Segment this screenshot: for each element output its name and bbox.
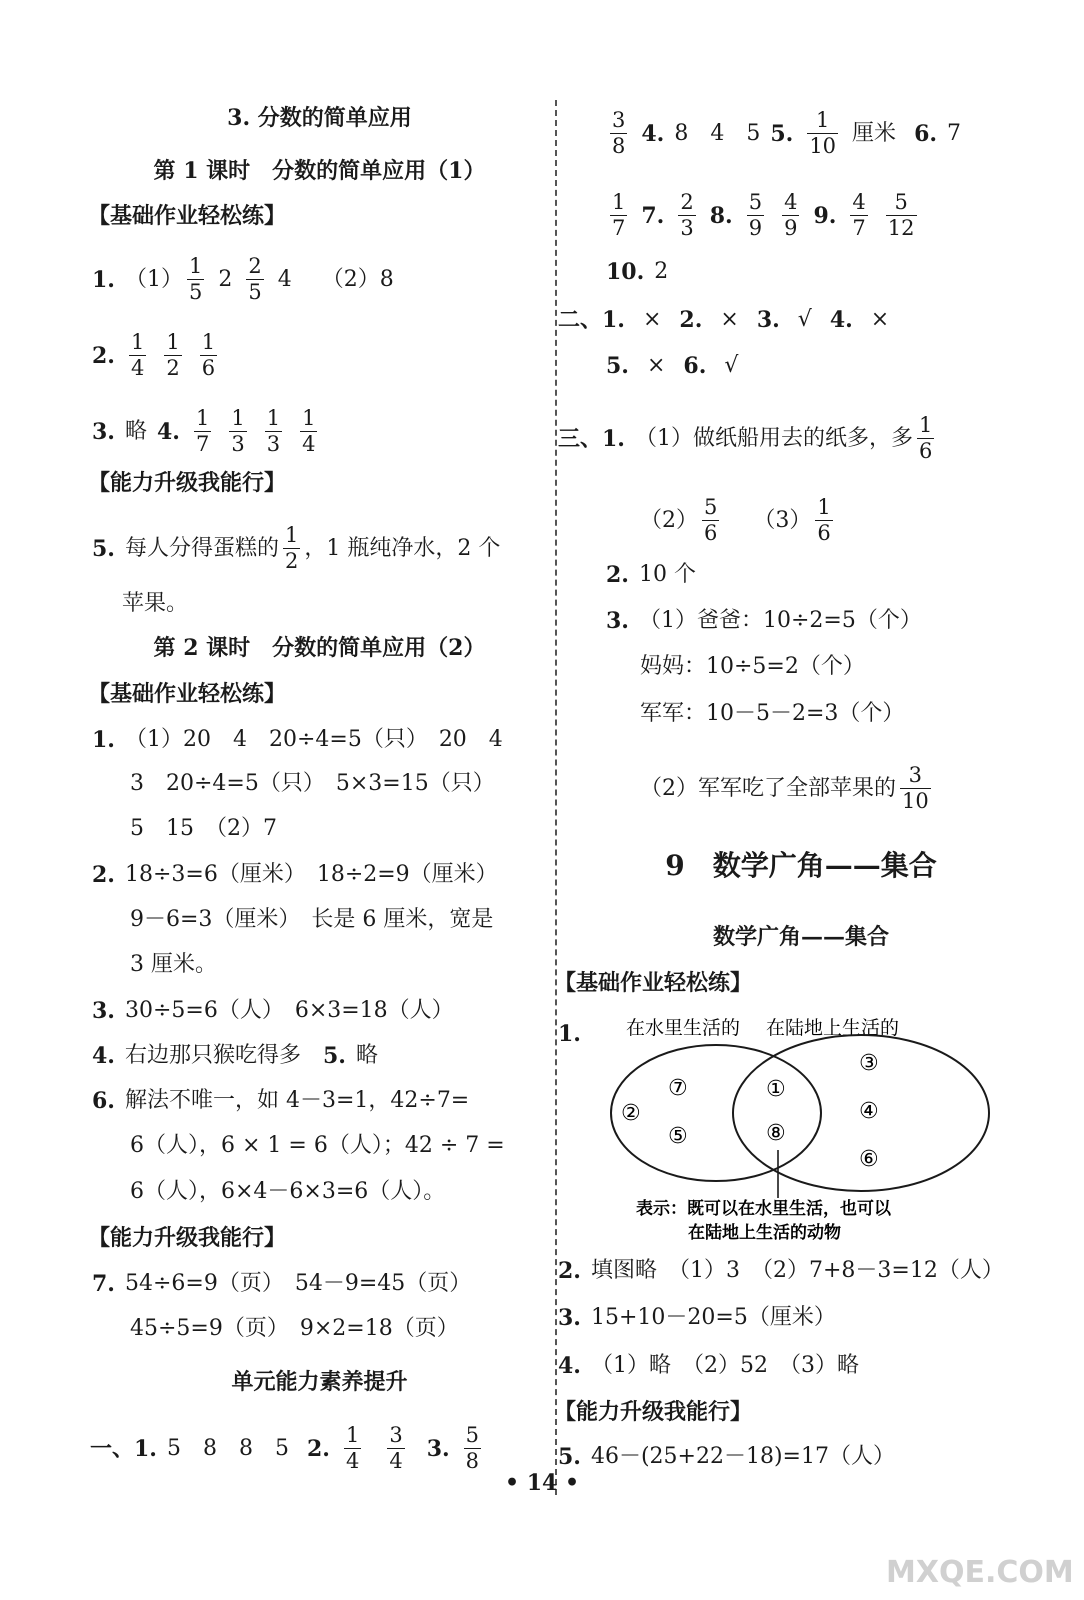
fraction: $\frac{1}{10}$ (809, 108, 837, 158)
fraction: $\frac{1}{3}$ (266, 406, 281, 456)
answer-text: 2 (218, 266, 233, 292)
answer-text: 46－(25+22－18)=17（人） (590, 1444, 895, 1469)
l2-question-6-line3: 6（人），6×4－6×3=6（人）。 (130, 1179, 446, 1204)
venn-question-label (558, 1018, 581, 1050)
q-label: 5. (770, 120, 794, 147)
answer-text: 7 (947, 120, 962, 146)
answer-text: 略 (355, 1043, 378, 1068)
answer-text: × (720, 307, 739, 332)
basic-practice-heading-r: 【基础作业轻松练】 (554, 970, 753, 996)
venn-item: ① (766, 1077, 786, 1102)
answer-text: 4 (277, 266, 292, 292)
fraction: $\frac{1}{3}$ (231, 406, 245, 456)
r-question-10 (606, 256, 668, 288)
r-question-5 (558, 1441, 895, 1473)
q-label: 8. (709, 202, 733, 229)
q-label: 6. (914, 120, 938, 147)
answer-text: （3） (753, 507, 812, 533)
fraction: $\frac{2}{5}$ (248, 254, 262, 304)
l1-question-3 (92, 408, 321, 455)
sub-title: 数学广角——集合 (712, 924, 889, 950)
q-label: 6. (683, 353, 707, 379)
r-question-4 (558, 1350, 859, 1382)
venn-item: ⑥ (859, 1147, 879, 1172)
r-part-three-q2 (606, 559, 696, 591)
answer-text: × (870, 307, 890, 332)
r-part-two-row1 (558, 304, 889, 336)
basic-practice-heading: 【基础作业轻松练】 (88, 203, 287, 229)
l2-question-2-line3: 3 厘米。 (130, 952, 217, 977)
l2-question-6-line1 (92, 1085, 469, 1117)
answer-text: 略 (124, 418, 147, 444)
q-label: 2. (679, 307, 703, 333)
answer-text: （1）20 4 20÷4=5（只） 20 4 (124, 727, 503, 752)
fraction: $\frac{1}{6}$ (817, 495, 831, 545)
answer-text: √ (724, 353, 739, 378)
chapter-title: 9 数学广角——集合 (665, 849, 937, 882)
ability-heading-r: 【能力升级我能行】 (554, 1399, 753, 1425)
answer-text: 30÷5=6（人） 6×3=18（人） (124, 998, 454, 1023)
q-label: 1. (92, 266, 115, 293)
q-label: 3. (606, 608, 629, 634)
l1-question-5 (92, 525, 500, 572)
venn-item: ⑧ (766, 1121, 786, 1146)
fraction: $\frac{3}{10}$ (902, 763, 929, 813)
fraction: $\frac{1}{5}$ (188, 254, 203, 304)
q-label: 5. (606, 353, 629, 379)
venn-item: ④ (859, 1099, 879, 1124)
venn-right-title: 在陆地上生活的 (766, 1017, 900, 1039)
q-label: 2. (606, 562, 629, 588)
q-label: 7. (92, 1271, 115, 1297)
watermark-logo (876, 1512, 1076, 1592)
q-label: 2. (92, 342, 115, 369)
q-label: 3. (426, 1435, 450, 1462)
q-label: 4. (641, 120, 665, 147)
q-label: 三、1. (558, 425, 625, 452)
answer-text: （1）爸爸：10÷2=5（个） (638, 608, 922, 633)
fraction: $\frac{1}{7}$ (612, 190, 626, 240)
fraction: $\frac{3}{4}$ (389, 1423, 403, 1473)
answer-text: ，1 瓶纯净水，2 个 (304, 535, 501, 561)
fraction: $\frac{1}{4}$ (130, 330, 145, 380)
fraction: $\frac{5}{6}$ (704, 495, 718, 545)
q-label: 一、1. (90, 1435, 157, 1462)
answer-text: 54÷6=9（页） 54－9=45（页） (124, 1271, 472, 1296)
page-number: • 14 • (504, 1470, 580, 1496)
q-label: 5. (322, 1043, 346, 1069)
q-label: 1. (558, 1021, 581, 1047)
q-label: 3. (92, 998, 115, 1024)
answer-text: 2 (654, 259, 669, 284)
q-label: 2. (558, 1258, 581, 1284)
answer-text: （2）8 (321, 266, 394, 292)
answer-text: （2） (640, 507, 698, 533)
fraction: $\frac{4}{7}$ (852, 190, 866, 240)
fraction: $\frac{1}{6}$ (201, 330, 216, 380)
l1-question-5-cont: 苹果。 (122, 591, 189, 616)
fraction: $\frac{1}{2}$ (284, 523, 299, 573)
ability-heading: 【能力升级我能行】 (88, 470, 287, 496)
r-answer-row-2 (606, 192, 921, 239)
r-part-three-q3-line2: 妈妈：10÷5=2（个） (640, 654, 865, 679)
q-label: 2. (306, 1435, 330, 1462)
q-label: 二、1. (558, 307, 625, 333)
q-label: 4. (829, 307, 853, 333)
fraction: $\frac{1}{7}$ (195, 406, 210, 456)
q-label: 9. (813, 202, 837, 229)
q-label: 5. (558, 1444, 581, 1470)
q-label: 4. (156, 418, 180, 445)
lesson-1-title: 第 1 课时 分数的简单应用（1） (153, 158, 486, 184)
answer-text: 每人分得蛋糕的 (124, 535, 279, 561)
ability-heading-2: 【能力升级我能行】 (88, 1225, 287, 1251)
r-part-two-row2 (606, 350, 738, 382)
l2-question-7-line1 (92, 1268, 471, 1300)
r-question-2 (558, 1255, 1004, 1287)
answer-text: × (646, 353, 666, 378)
q-label: 3. (558, 1305, 581, 1331)
column-divider (555, 100, 557, 1495)
r-question-3 (558, 1302, 836, 1334)
venn-note-line2: 在陆地上生活的动物 (688, 1223, 841, 1243)
l2-question-2-line2: 9－6=3（厘米） 长是 6 厘米，宽是 (130, 907, 494, 932)
basic-practice-heading-2: 【基础作业轻松练】 (88, 681, 287, 707)
fraction: $\frac{1}{4}$ (302, 406, 316, 456)
q-label: 7. (641, 202, 665, 229)
venn-item: ⑦ (668, 1076, 688, 1101)
q-label: 10. (606, 259, 645, 285)
fraction: $\frac{1}{4}$ (345, 1423, 360, 1473)
q-label: 3. (756, 307, 780, 333)
q-label: 6. (92, 1088, 115, 1114)
r-part-three-q3-line4 (640, 765, 935, 812)
q-label: 3. (92, 418, 115, 445)
answer-text: 解法不唯一，如 4－3=1，42÷7= (124, 1088, 470, 1113)
answer-text: （2）军军吃了全部苹果的 (640, 775, 896, 801)
fraction: $\frac{4}{9}$ (784, 190, 798, 240)
fraction: $\frac{2}{3}$ (680, 190, 694, 240)
r-part-three-q1-sub (640, 497, 837, 544)
fraction: $\frac{1}{2}$ (166, 330, 180, 380)
fraction: $\frac{5}{12}$ (887, 190, 915, 240)
fraction: $\frac{5}{8}$ (465, 1423, 480, 1473)
venn-item: ② (621, 1101, 641, 1126)
unit-question-1 (90, 1425, 485, 1472)
fraction: $\frac{1}{6}$ (918, 413, 933, 463)
answer-text: （1） (124, 266, 183, 292)
q-label: 1. (92, 727, 115, 753)
venn-note-line1: 表示：既可以在水里生活，也可以 (636, 1199, 891, 1219)
r-part-three-q3-line3: 军军：10－5－2=3（个） (640, 701, 905, 726)
q-label: 4. (92, 1043, 115, 1069)
watermark-text: MXQE.COM (886, 1555, 1074, 1590)
answer-text: 18÷3=6（厘米） 18÷2=9（厘米） (124, 862, 498, 887)
l2-question-1-line2: 3 20÷4=5（只） 5×3=15（只） (130, 771, 495, 796)
venn-item: ⑤ (668, 1124, 688, 1149)
q-label: 4. (558, 1353, 581, 1379)
answer-text: 10 个 (638, 562, 696, 587)
venn-left-circle (611, 1045, 821, 1181)
answer-text: 填图略 （1）3 （2）7+8－3=12（人） (590, 1258, 1004, 1283)
fraction: $\frac{3}{8}$ (612, 108, 626, 158)
answer-text: 厘米 (852, 120, 897, 146)
l2-question-1-line3: 5 15 （2）7 (130, 816, 277, 841)
answer-text: 15+10－20=5（厘米） (590, 1305, 836, 1330)
venn-diagram (606, 1010, 1006, 1260)
answer-text: 8 4 5 (674, 120, 761, 146)
l2-question-1-line1 (92, 724, 503, 756)
lesson-2-title: 第 2 课时 分数的简单应用（2） (153, 635, 486, 661)
r-answer-row-1 (606, 110, 961, 157)
l2-question-7-line2: 45÷5=9（页） 9×2=18（页） (130, 1316, 459, 1341)
fraction: $\frac{5}{9}$ (748, 190, 763, 240)
answer-text: × (642, 307, 662, 332)
l1-question-2 (92, 332, 221, 379)
r-part-three-q3-line1 (606, 605, 922, 637)
answer-text: （1）做纸船用去的纸多，多 (634, 425, 913, 451)
l1-question-1 (92, 256, 394, 303)
answer-text: √ (797, 307, 812, 332)
r-part-three-q1 (558, 415, 938, 462)
unit-title: 单元能力素养提升 (231, 1369, 408, 1395)
l2-question-3 (92, 995, 454, 1027)
l2-question-4 (92, 1040, 378, 1072)
venn-left-title: 在水里生活的 (626, 1017, 741, 1039)
q-label: 5. (92, 535, 115, 562)
section-title: 3. 分数的简单应用 (227, 105, 412, 131)
l2-question-2-line1 (92, 859, 498, 891)
answer-text: 5 8 8 5 (166, 1435, 289, 1461)
l2-question-6-line2: 6（人），6 × 1 = 6（人）；42 ÷ 7 = (130, 1133, 505, 1158)
venn-item: ③ (859, 1051, 879, 1076)
q-label: 2. (92, 862, 115, 888)
answer-text: 右边那只猴吃得多 (124, 1043, 323, 1068)
answer-text: （1）略 （2）52 （3）略 (590, 1353, 859, 1378)
